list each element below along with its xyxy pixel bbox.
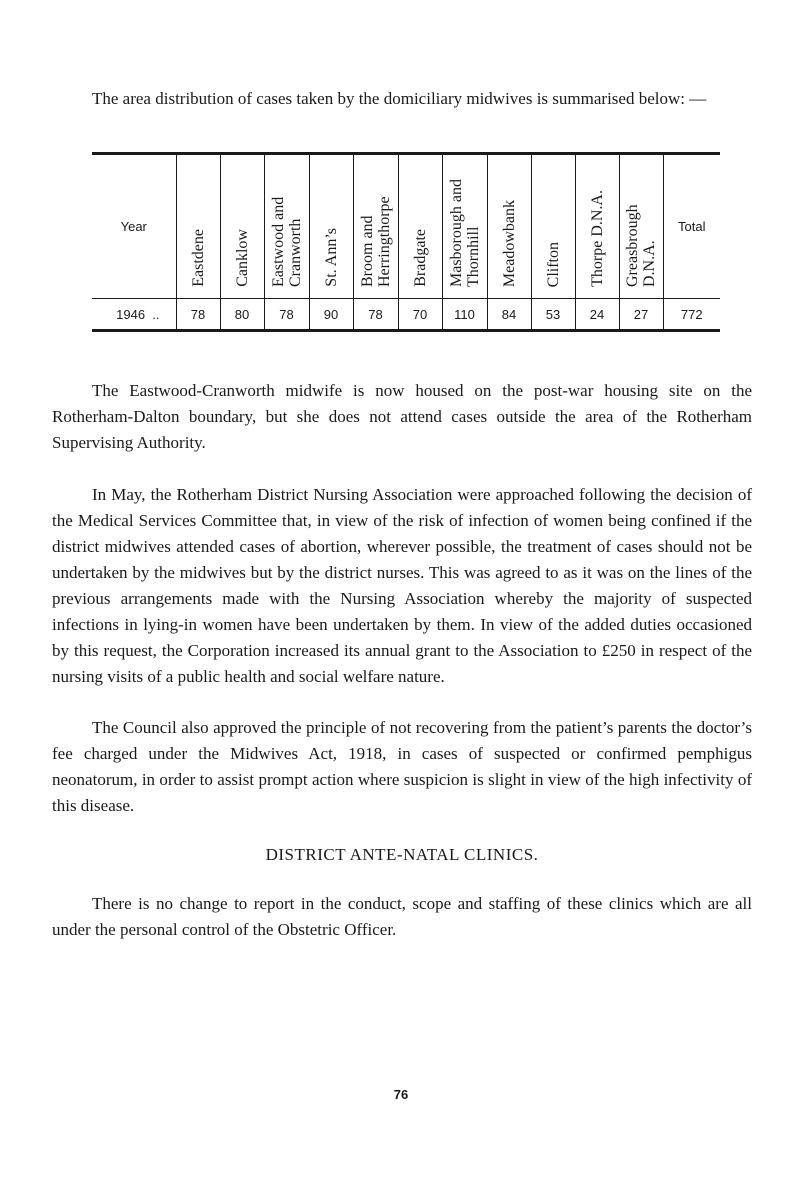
cell-masborough-thornhill: 110 xyxy=(442,299,487,331)
paragraph-nursing-association: In May, the Rotherham District Nursing Association were approached following the decision of the Medical Services Committee that, in view of the risk of infection of women being confined if the district midwives attended cases of abortion, wherever possible, the treatment of cases should not be undertaken by the midwives but by the district nurses. This was agreed to as it was on the lines of the previous arrangements made with the Nursing Association whereby the majority of suspected infections in lying-in women have been undertaken by them. In view of the added duties occasioned by this request, the Corporation increased its annual grant to the Association to £250 in respect of the nursing visits of a public health and social welfare nature. xyxy=(52,485,752,686)
header-eastwood-cranworth: Eastwood and Cranworth xyxy=(264,154,309,299)
header-st-anns: St. Ann’s xyxy=(309,154,353,299)
paragraph-pemphigus: The Council also approved the principle of not recovering from the patient’s parents the doctor’s fee charged under the Midwives Act, 1918, in cases of suspected or confirmed pemphigus neonatorum, in order to assist prompt action where suspicion is slight in view of the high infectivity of this disease. xyxy=(52,718,752,815)
intro-text: The area distribution of cases taken by the domiciliary midwives is summarised below: — xyxy=(92,89,707,108)
header-greasbrough-dna: Greasbrough D.N.A. xyxy=(619,154,663,299)
cell-year: 1946 .. xyxy=(116,306,160,322)
midwives-cases-table xyxy=(92,152,720,332)
header-total: Total xyxy=(663,154,720,299)
cell-greasbrough-dna: 27 xyxy=(619,299,663,331)
header-eastdene: Eastdene xyxy=(176,154,220,299)
page-number: 76 xyxy=(393,1087,409,1102)
cell-eastwood-cranworth: 78 xyxy=(264,299,309,331)
header-meadowbank: Meadowbank xyxy=(487,154,531,299)
cell-thorpe-dna: 24 xyxy=(575,299,619,331)
table-row xyxy=(92,299,720,331)
cell-st-anns: 90 xyxy=(309,299,353,331)
header-thorpe-dna: Thorpe D.N.A. xyxy=(575,154,619,299)
cell-bradgate: 70 xyxy=(398,299,442,331)
header-year: Year xyxy=(92,154,176,299)
paragraph-eastwood-cranworth: The Eastwood-Cranworth midwife is now housed on the post-war housing site on the Rotherham-Dalton boundary, but she does not attend cases outside the area of the Rotherham Supervising Authority. xyxy=(52,381,752,452)
header-canklow: Canklow xyxy=(220,154,264,299)
header-bradgate: Bradgate xyxy=(398,154,442,299)
header-broom-herringthorpe: Broom and Herringthorpe xyxy=(353,154,398,299)
section-heading: DISTRICT ANTE-NATAL CLINICS. xyxy=(265,845,539,864)
header-clifton: Clifton xyxy=(531,154,575,299)
paragraph-clinics: There is no change to report in the conduct, scope and staffing of these clinics which are all under the personal control of the Obstetric Officer. xyxy=(52,894,752,939)
cell-broom-herringthorpe: 78 xyxy=(353,299,398,331)
cell-total: 772 xyxy=(663,299,720,331)
header-masborough-thornhill: Masborough and Thornhill xyxy=(442,154,487,299)
cell-eastdene: 78 xyxy=(176,299,220,331)
cell-canklow: 80 xyxy=(220,299,264,331)
table-header-row xyxy=(92,154,720,299)
cell-meadowbank: 84 xyxy=(487,299,531,331)
cell-clifton: 53 xyxy=(531,299,575,331)
